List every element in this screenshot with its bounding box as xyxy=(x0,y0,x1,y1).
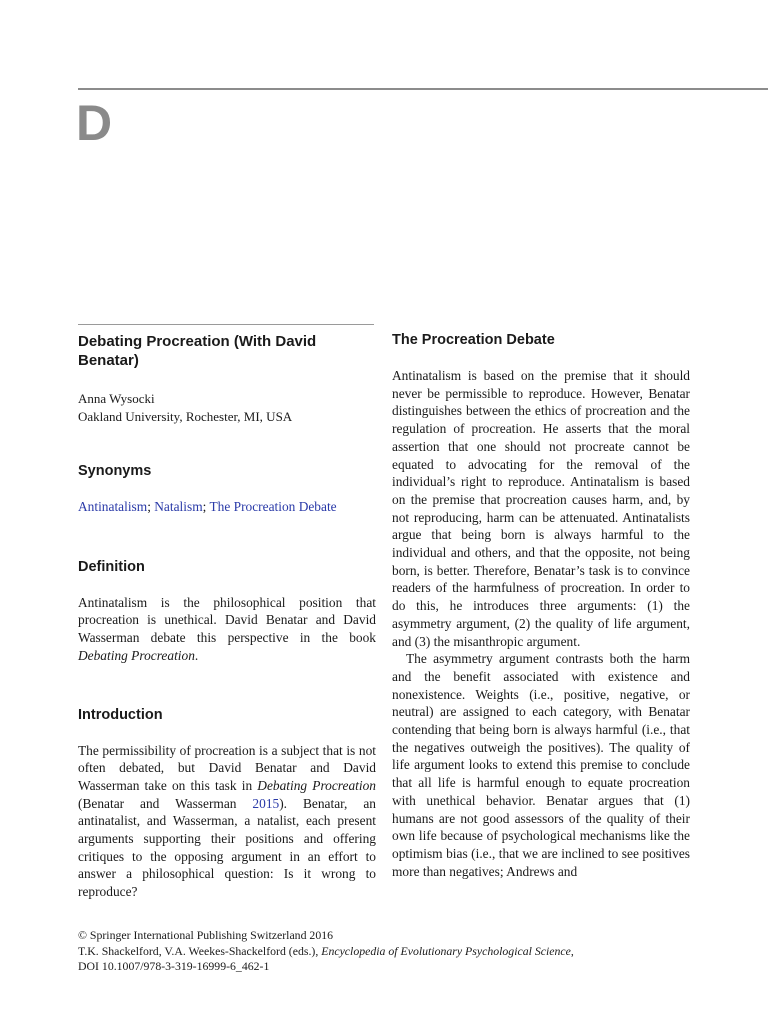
synonyms-list xyxy=(78,498,376,516)
definition-book-title: Debating Procreation xyxy=(78,647,195,663)
editors-text: T.K. Shackelford, V.A. Weekes-Shackelford (eds.), xyxy=(78,943,322,958)
introduction-text-part: ). Benatar, an antinatalist, and Wasserman, a natalist, each present arguments supporting their positions and offering critiques to the opposing argument in an effort to answer a philosophical question: Is it wrong to reproduce? xyxy=(78,795,376,900)
footer xyxy=(78,928,698,975)
editors-line xyxy=(78,944,698,960)
author-name: Anna Wysocki xyxy=(78,391,155,406)
procreation-debate-heading: The Procreation Debate xyxy=(392,332,555,348)
copyright-line: © Springer International Publishing Switzerland 2016 xyxy=(78,928,334,942)
introduction-text-part: The permissibility of procreation is a subject that is not often debated, but David Benatar and David Wasserman take on this task in xyxy=(78,742,376,793)
synonyms-heading: Synonyms xyxy=(78,463,152,479)
synonym-link-natalism[interactable]: Natalism xyxy=(154,499,203,514)
synonym-separator: ; xyxy=(147,499,155,514)
editors-suffix: , xyxy=(570,943,574,958)
encyclopedia-title: Encyclopedia of Evolutionary Psychological Science xyxy=(321,943,571,958)
definition-heading: Definition xyxy=(78,558,145,575)
citation-link-2015[interactable]: 2015 xyxy=(252,795,280,811)
left-column xyxy=(78,324,376,901)
doi-line: DOI 10.1007/978-3-319-16999-6_462-1 xyxy=(78,959,270,973)
procreation-debate-paragraph-2: The asymmetry argument contrasts both the harm and the benefit associated with existence and nonexistence. Weights (i.e., positive, negative, or neutral) are assigned to each category, with Benatar contending that being born is always harmful (i.e., that the negatives outweigh the positives). The quality of life argument looks to extend this premise to conclude that all life is harmful enough to equate procreation with unethical behavior. Benatar argues that (1) humans are not good assessors of the quality of their own life because of psychological mechanisms like the optimism bias (i.e., that we are inclined to see positives more than negatives; Andrews and xyxy=(392,651,690,879)
synonym-link-procreation-debate[interactable]: The Procreation Debate xyxy=(209,499,337,514)
introduction-text xyxy=(78,742,376,901)
synonym-link-antinatalism[interactable]: Antinatalism xyxy=(78,499,148,514)
article-title: Debating Procreation (With David Benatar) xyxy=(78,333,317,369)
introduction-book-title: Debating Procreation xyxy=(257,777,376,793)
introduction-heading: Introduction xyxy=(78,706,163,723)
title-rule xyxy=(78,324,374,325)
chapter-letter: D xyxy=(76,95,113,151)
introduction-text-part: (Benatar and Wasserman xyxy=(78,795,253,811)
definition-text xyxy=(78,594,376,665)
procreation-debate-paragraph-1: Antinatalism is based on the premise that it should never be permissible to reproduce. However, Benatar distinguishes between the ethics of procreation and the regulation of procreation. He asserts that the moral assertion that one should not procreate cannot be equated to advocating for the removal of the individual’s right to reproduce. Antinatalism is based on the premise that procreation causes harm, and, by not reproducing, harm can be attenuated. Antinatalists argue that being born is always harmful to the individual and others, and that the opposite, not being born, is better. Therefore, Benatar’s task is to convince readers of the harmfulness of procreation. In order to do this, he introduces three arguments: (1) the asymmetry argument, (2) the quality of life argument, and (3) the misanthropic argument. xyxy=(392,368,690,649)
right-column xyxy=(392,324,690,880)
author-block xyxy=(78,390,376,425)
synonym-separator: ; xyxy=(202,499,210,514)
definition-text-part: Antinatalism is the philosophical position that procreation is unethical. David Benatar and David Wasserman debate this perspective in the book xyxy=(78,594,376,646)
author-affiliation: Oakland University, Rochester, MI, USA xyxy=(78,408,293,424)
definition-text-part: . xyxy=(194,647,199,663)
top-rule xyxy=(78,88,768,90)
